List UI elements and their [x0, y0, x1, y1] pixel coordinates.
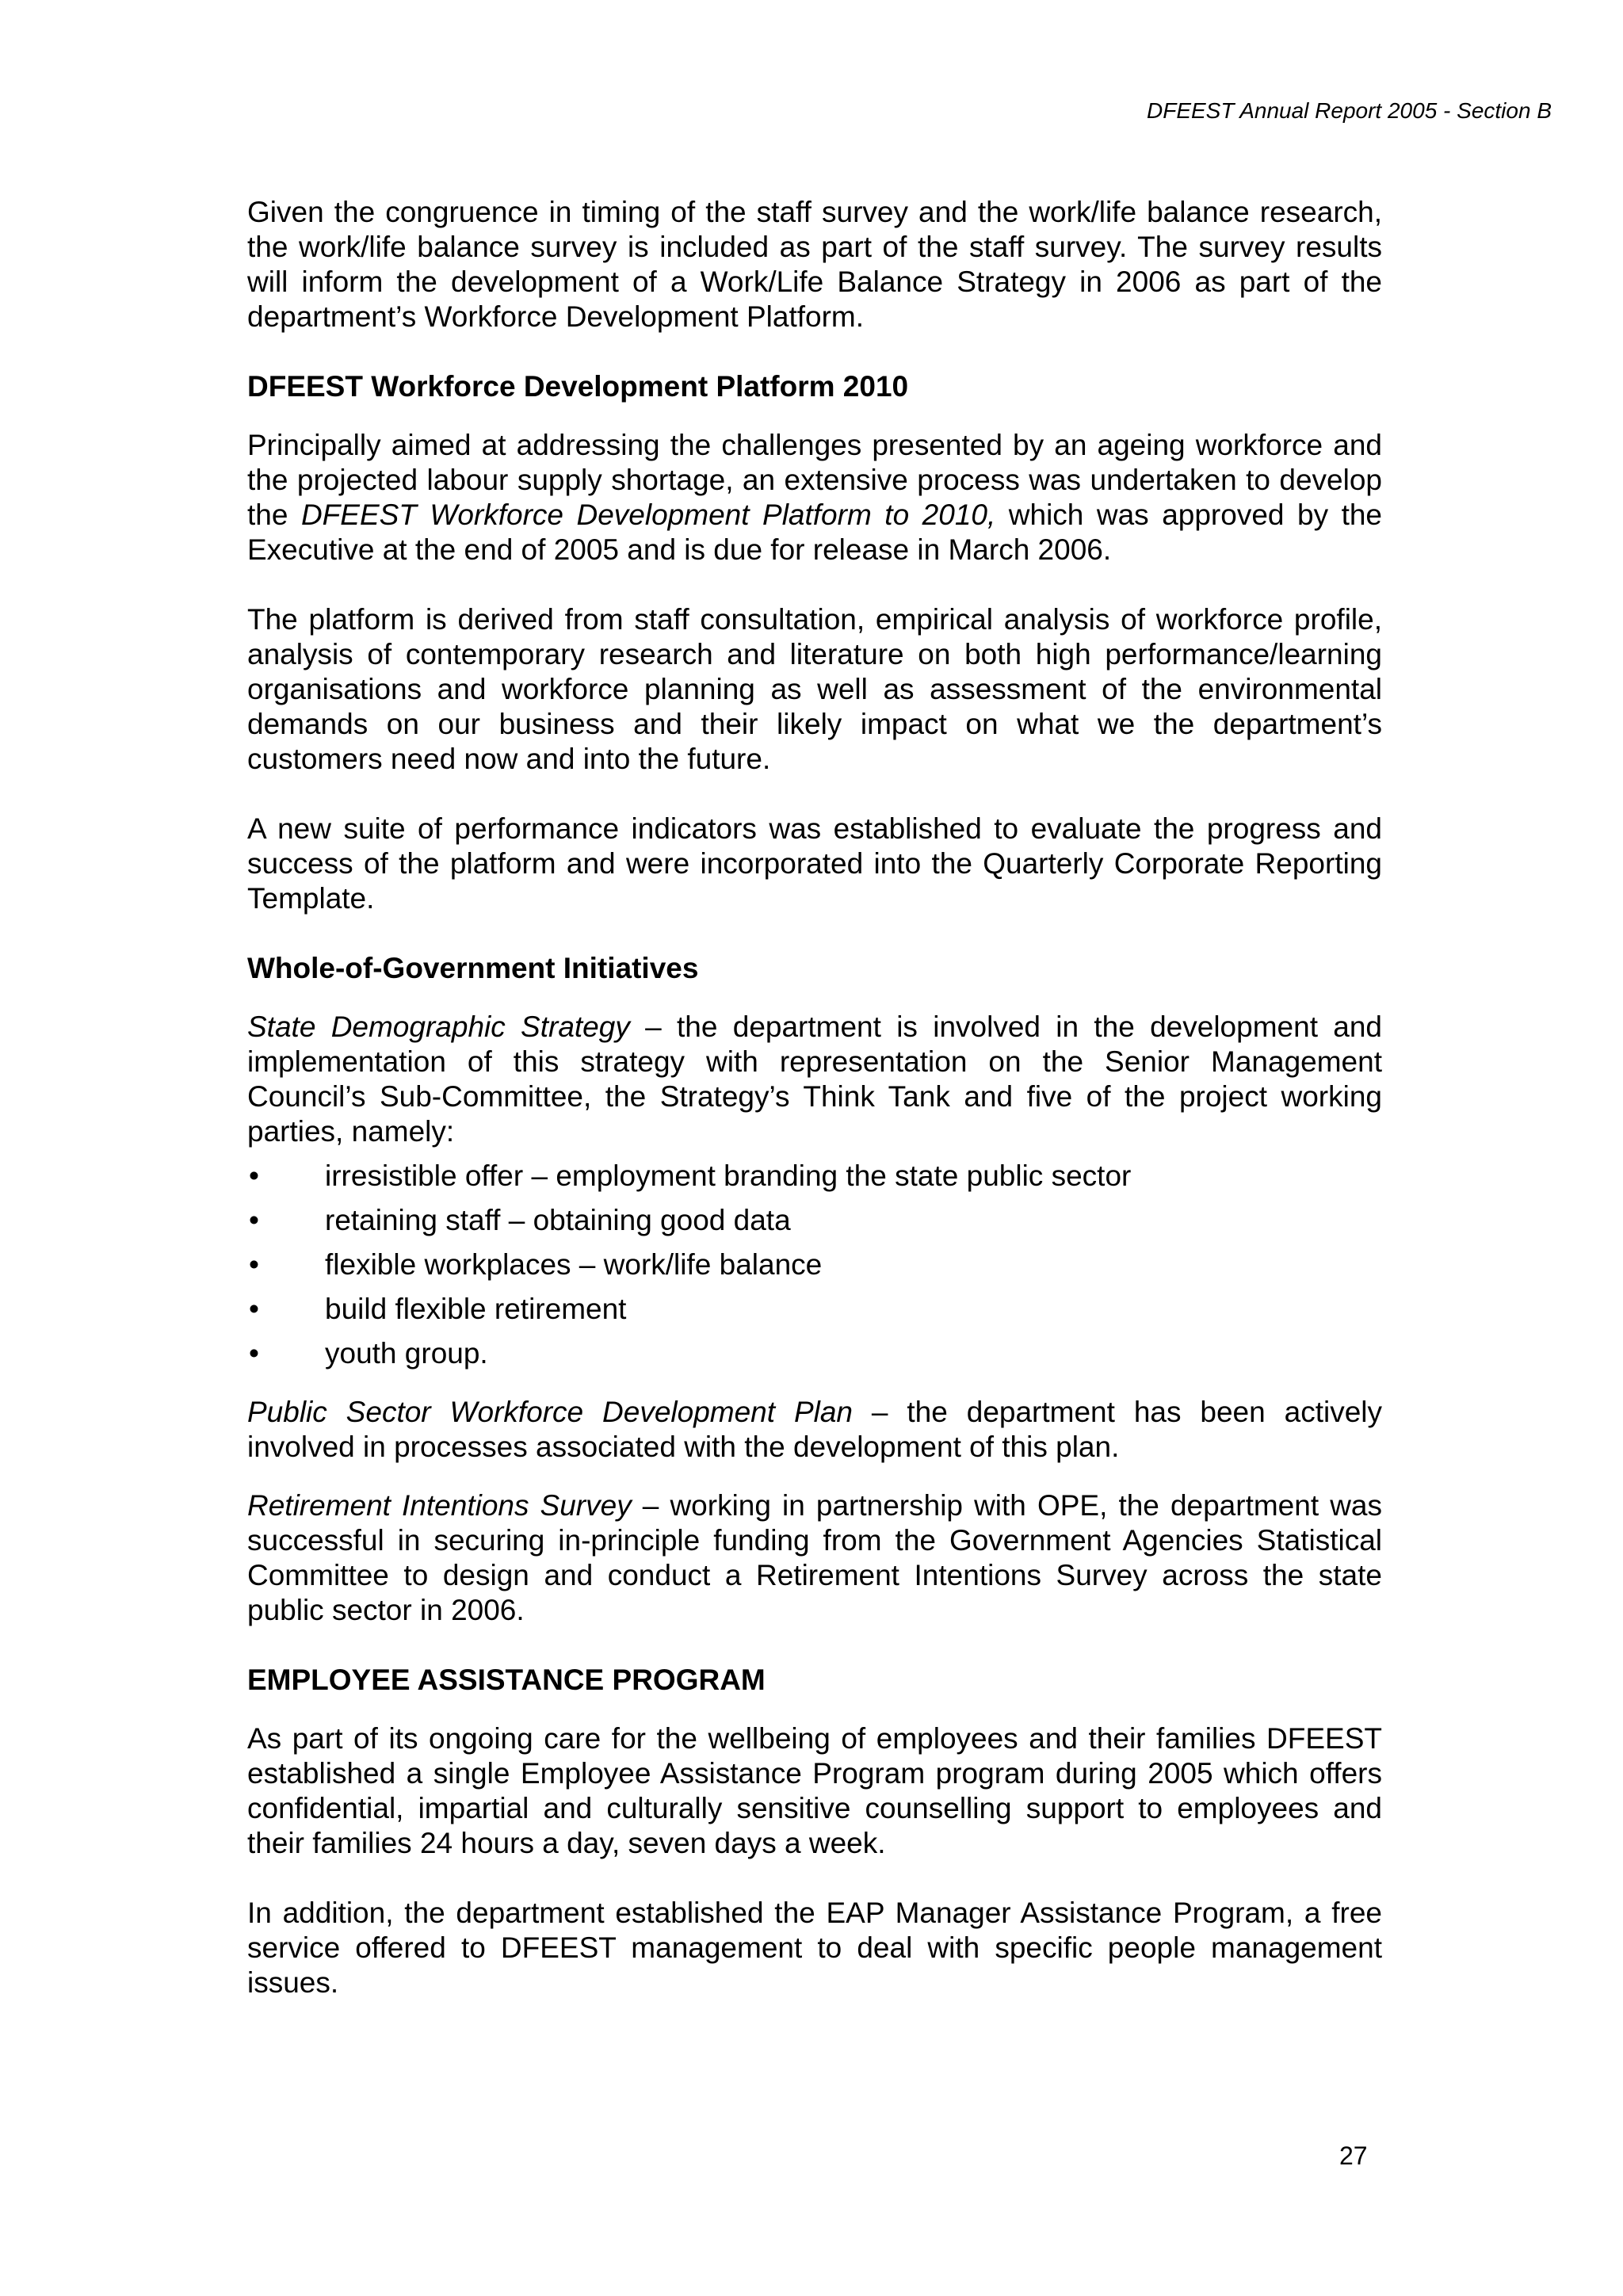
- platform-title-italic: DFEEST Workforce Development Platform to 2010,: [300, 499, 996, 531]
- intro-paragraph: Given the congruence in timing of the staff survey and the work/life balance research, the work/life balance survey is included as part of the staff survey. The survey results will inform the development of a Work/Life Balance Strategy in 2006 as part of the department’s Workforce Development Platform.: [247, 196, 1382, 333]
- bullet-icon: •: [249, 1159, 259, 1192]
- retirement-survey-text: – working in partnership with OPE, the department was successful in securing in-principle funding from the Government Agencies Statistical Committee to design and conduct a Retirement Intentions Survey across the state public sector in 2006.: [247, 1489, 1382, 1626]
- list-item: [247, 1292, 1382, 1327]
- eap-paragraph-1: As part of its ongoing care for the wellbeing of employees and their families DFEEST established a single Employee Assistance Program program during 2005 which offers confidential, impartial and culturally sensitive counselling support to employees and their families 24 hours a day, seven days a week.: [247, 1722, 1382, 1859]
- list-item-text: irresistible offer – employment branding the state public sector: [325, 1159, 1132, 1192]
- list-item: [247, 1336, 1382, 1371]
- eap-paragraph-2: In addition, the department established the EAP Manager Assistance Program, a free service offered to DFEEST management to deal with specific people management issues.: [247, 1897, 1382, 1999]
- demographic-strategy-paragraph: [247, 1010, 1382, 1149]
- platform-paragraph-2: The platform is derived from staff consultation, empirical analysis of workforce profile, analysis of contemporary research and literature on both high performance/learning organisations and workforce planning as well as assessment of the environmental demands on our business and their likely impact on what we the department’s customers need now and into the future.: [247, 603, 1382, 775]
- workforce-plan-text: – the department has been actively involved in processes associated with the development of this plan.: [247, 1396, 1382, 1463]
- platform-paragraph-1: [247, 428, 1382, 567]
- list-item: [247, 1203, 1382, 1238]
- list-item-text: flexible workplaces – work/life balance: [325, 1248, 823, 1281]
- list-item-text: youth group.: [325, 1337, 488, 1370]
- retirement-survey-title: Retirement Intentions Survey: [247, 1489, 632, 1522]
- demographic-strategy-text: – the department is involved in the development and implementation of this strategy with representation on the Senior Management Council’s Sub-Committee, the Strategy’s Think Tank and five of the project working parties, namely:: [247, 1010, 1382, 1148]
- demographic-strategy-title: State Demographic Strategy: [247, 1010, 630, 1043]
- document-body: [247, 195, 1382, 2000]
- bullet-icon: •: [249, 1337, 259, 1370]
- list-item-text: build flexible retirement: [325, 1293, 627, 1325]
- platform-p1-tail: which was approved by the Executive at the end of 2005 and is due for release in March 2006.: [247, 499, 1383, 566]
- platform-p1-lead: Principally aimed at addressing the challenges presented by an ageing workforce and the projected labour supply shortage, an extensive process was undertaken to develop the: [247, 429, 1382, 531]
- list-item: [247, 1159, 1382, 1194]
- workforce-plan-paragraph: [247, 1395, 1382, 1465]
- page-number: 27: [1339, 2141, 1368, 2170]
- retirement-survey-paragraph: [247, 1488, 1382, 1628]
- bullet-icon: •: [249, 1248, 259, 1281]
- bullet-icon: •: [249, 1204, 259, 1236]
- list-item-text: retaining staff – obtaining good data: [325, 1204, 791, 1236]
- wog-heading: Whole-of-Government Initiatives: [247, 952, 699, 984]
- platform-heading: DFEEST Workforce Development Platform 2010: [247, 370, 909, 403]
- workforce-plan-title: Public Sector Workforce Development Plan: [247, 1396, 853, 1428]
- running-header: DFEEST Annual Report 2005 - Section B: [1147, 98, 1552, 123]
- eap-heading: EMPLOYEE ASSISTANCE PROGRAM: [247, 1664, 766, 1696]
- list-item: [247, 1247, 1382, 1282]
- working-parties-list: [247, 1159, 1382, 1371]
- bullet-icon: •: [249, 1293, 259, 1325]
- platform-paragraph-3: A new suite of performance indicators was established to evaluate the progress and success of the platform and were incorporated into the Quarterly Corporate Reporting Template.: [247, 812, 1382, 915]
